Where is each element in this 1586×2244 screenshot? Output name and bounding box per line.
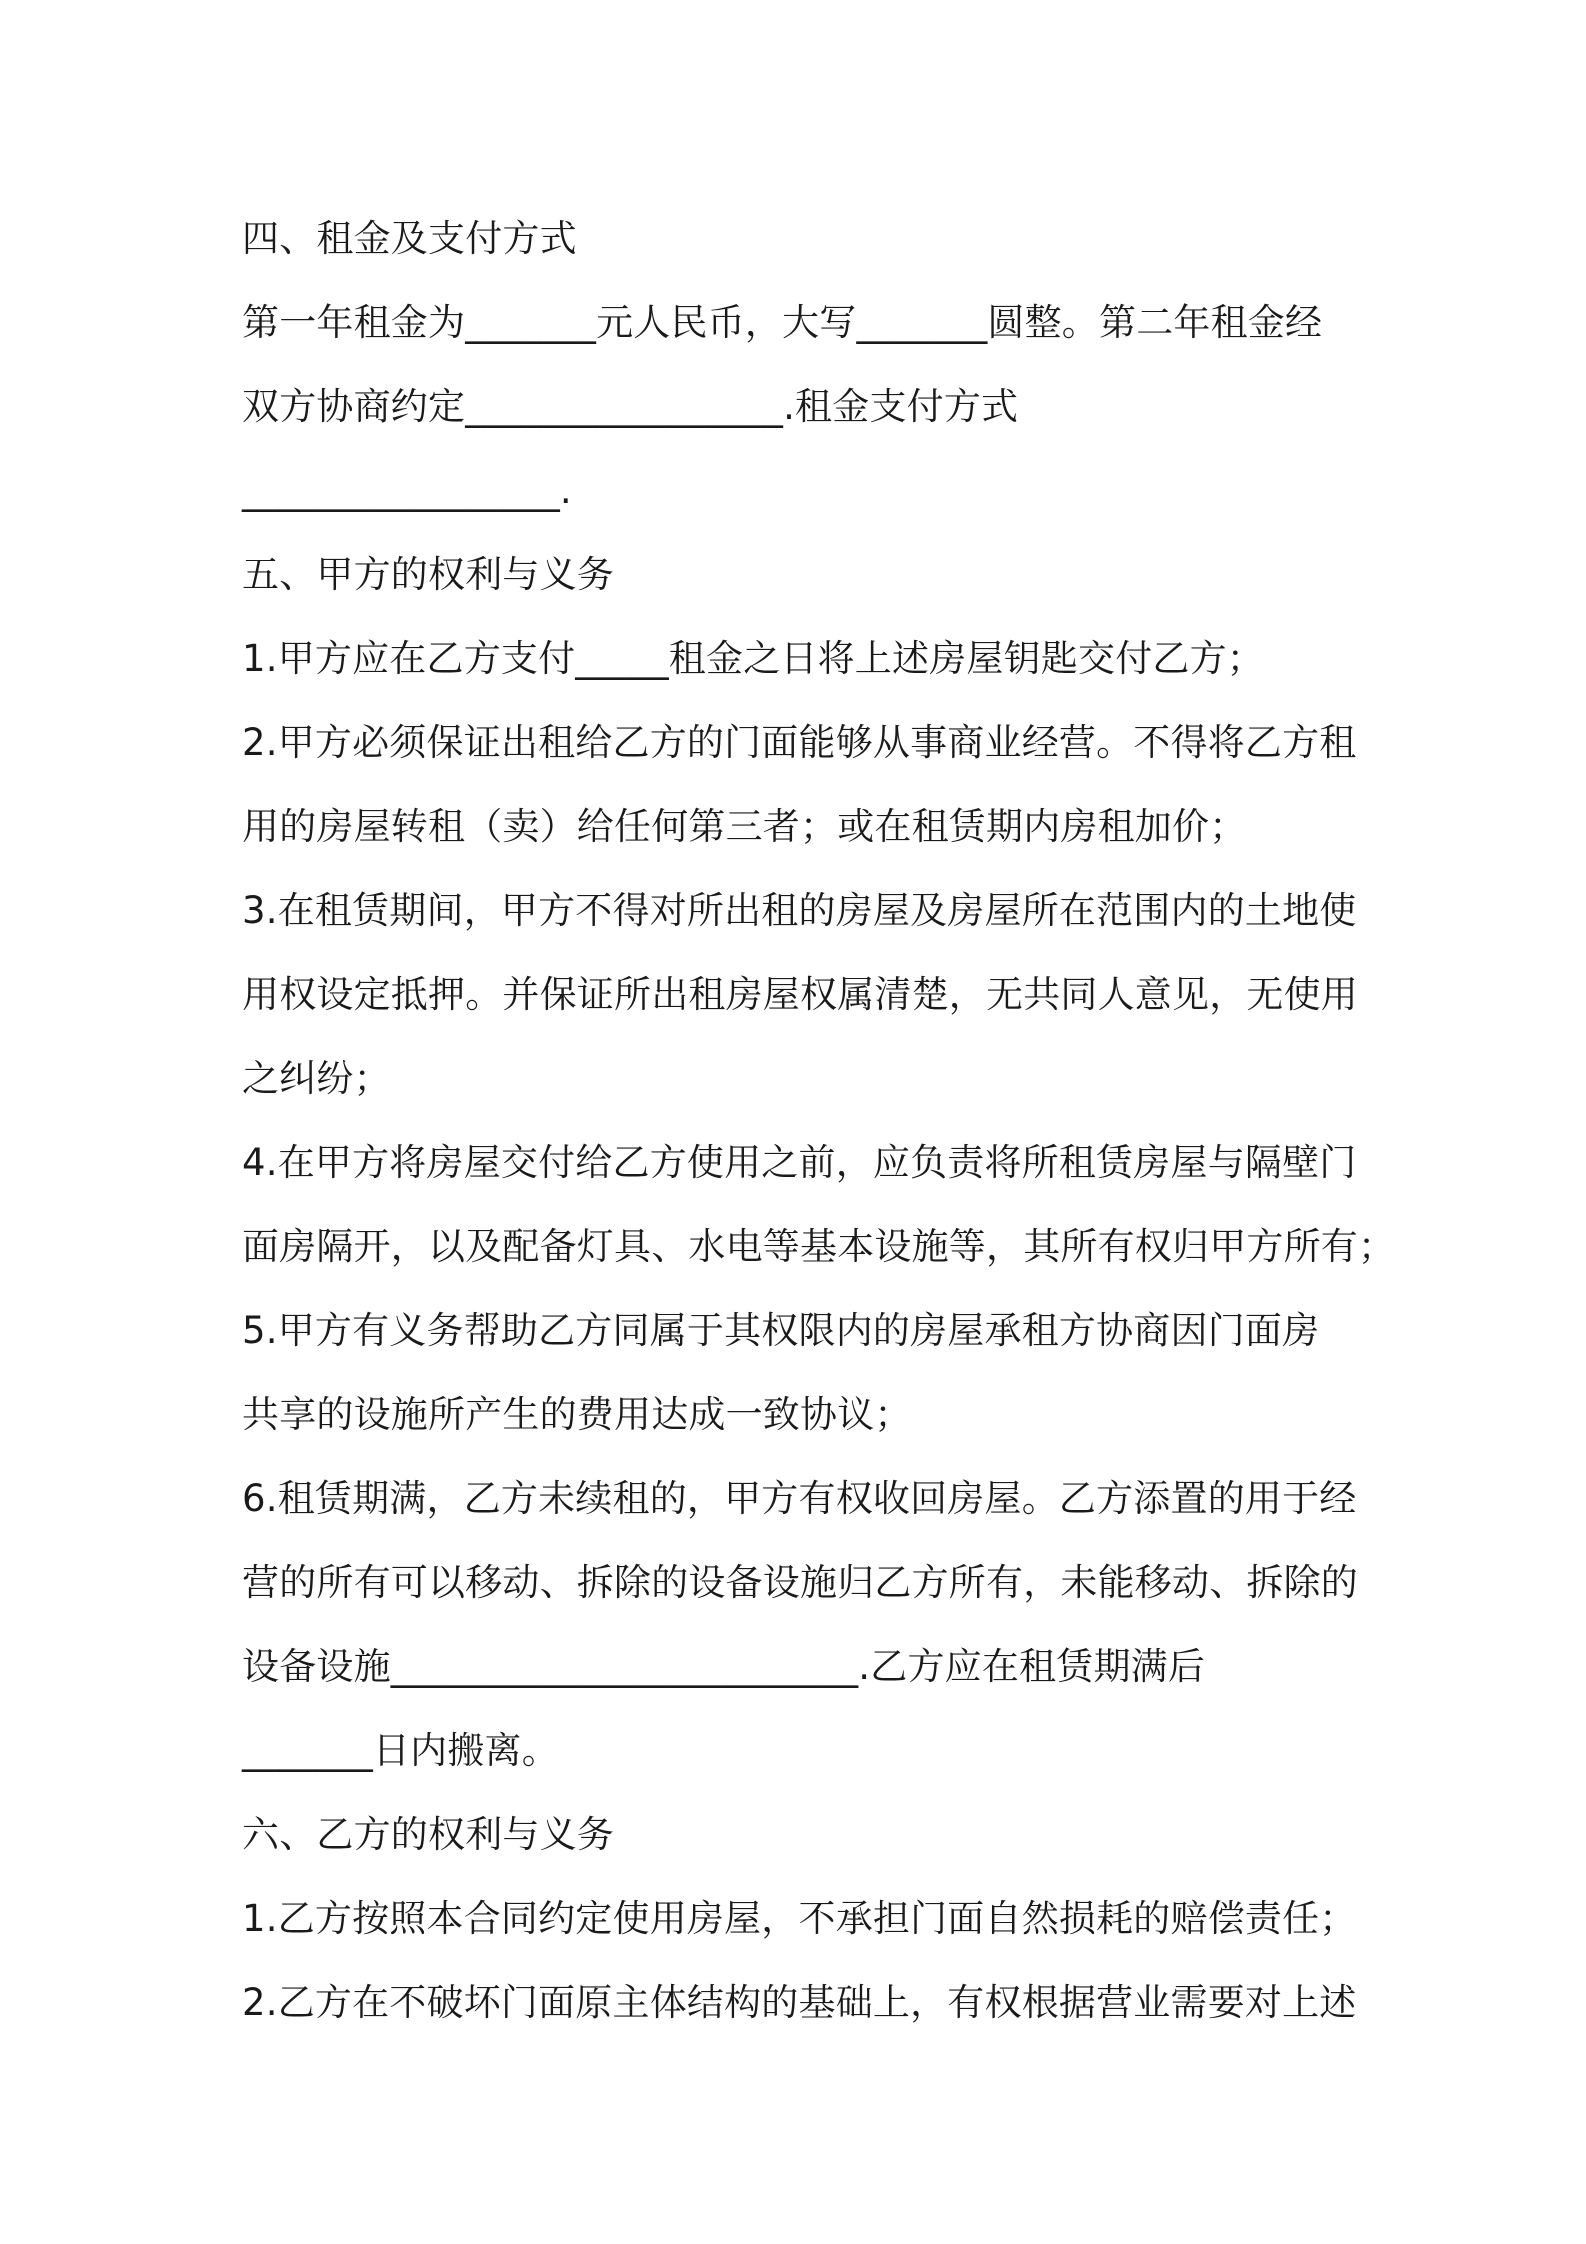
paragraph-line: 6.租赁期满，乙方未续租的，甲方有权收回房屋。乙方添置的用于经: [242, 1477, 1357, 1520]
paragraph-line: 双方协商约定_________________.租金支付方式: [242, 385, 1019, 428]
paragraph-line: 4.在甲方将房屋交付给乙方使用之前，应负责将所租赁房屋与隔壁门: [242, 1141, 1357, 1184]
paragraph-line: 营的所有可以移动、拆除的设备设施归乙方所有，未能移动、拆除的: [242, 1561, 1358, 1604]
paragraph-line: 之纠纷；: [242, 1057, 391, 1100]
paragraph-line: 5.甲方有义务帮助乙方同属于其权限内的房屋承租方协商因门面房: [242, 1309, 1320, 1352]
paragraph-line: 1.乙方按照本合同约定使用房屋，不承担门面自然损耗的赔偿责任；: [242, 1897, 1357, 1940]
paragraph-line: _________________.: [242, 469, 572, 512]
paragraph-line: 3.在租赁期间，甲方不得对所出租的房屋及房屋所在范围内的土地使: [242, 889, 1357, 932]
section-heading-party-a-rights: 五、甲方的权利与义务: [242, 553, 614, 596]
paragraph-line: 2.乙方在不破坏门面原主体结构的基础上，有权根据营业需要对上述: [242, 1981, 1357, 2024]
paragraph-line: 1.甲方应在乙方支付_____租金之日将上述房屋钥匙交付乙方；: [242, 637, 1265, 680]
paragraph-line: 第一年租金为_______元人民币，大写_______圆整。第二年租金经: [242, 301, 1323, 344]
paragraph-line: 用的房屋转租（卖）给任何第三者；或在租赁期内房租加价；: [242, 805, 1247, 848]
paragraph-line: 面房隔开，以及配备灯具、水电等基本设施等，其所有权归甲方所有；: [242, 1225, 1396, 1268]
paragraph-line: 2.甲方必须保证出租给乙方的门面能够从事商业经营。不得将乙方租: [242, 721, 1357, 764]
paragraph-line: 共享的设施所产生的费用达成一致协议；: [242, 1393, 912, 1436]
paragraph-line: _______日内搬离。: [242, 1729, 559, 1772]
section-heading-party-b-rights: 六、乙方的权利与义务: [242, 1813, 614, 1856]
section-heading-rent-payment: 四、租金及支付方式: [242, 217, 577, 260]
document-body: [242, 197, 1396, 2045]
paragraph-line: 设备设施_________________________.乙方应在租赁期满后: [242, 1645, 1206, 1688]
paragraph-line: 用权设定抵押。并保证所出租房屋权属清楚，无共同人意见，无使用: [242, 973, 1358, 1016]
